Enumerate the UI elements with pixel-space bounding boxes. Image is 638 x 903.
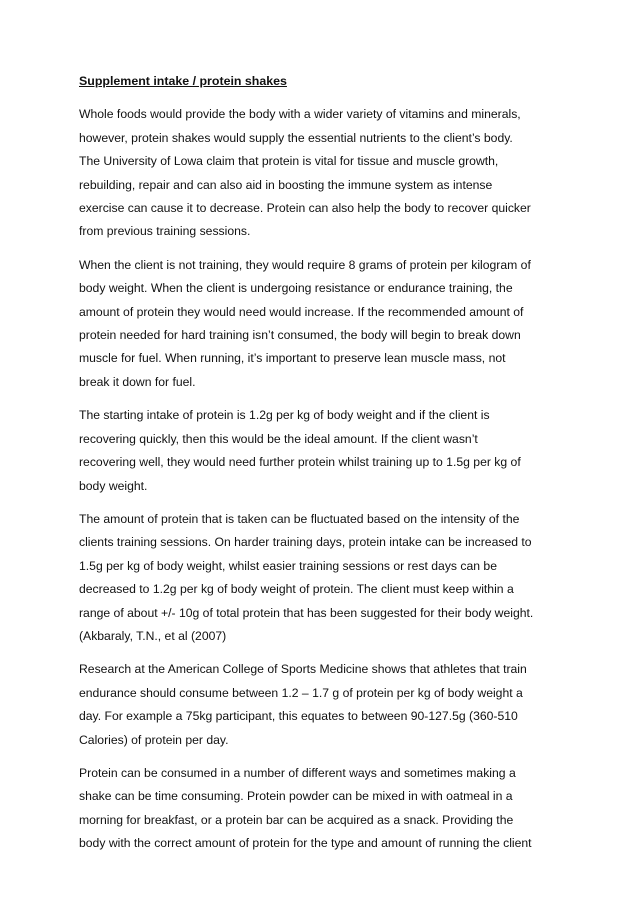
text-line: amount of protein they would need would increase. If the recommended amount of (79, 304, 524, 319)
section-heading: Supplement intake / protein shakes (79, 74, 287, 88)
text-line: The starting intake of protein is 1.2g per kg of body weight and if the client is (79, 408, 490, 423)
text-line: range of about +/- 10g of total protein that has been suggested for their body weight. (79, 605, 534, 620)
text-line: The University of Lowa claim that protein is vital for tissue and muscle growth, (79, 154, 499, 169)
text-line: break it down for fuel. (79, 374, 196, 389)
text-line: rebuilding, repair and can also aid in boosting the immune system as intense (79, 177, 493, 192)
text-line: 1.5g per kg of body weight, whilst easier training sessions or rest days can be (79, 558, 497, 573)
text-line: body weight. When the client is undergoing resistance or endurance training, the (79, 281, 513, 296)
text-line: The amount of protein that is taken can be fluctuated based on the intensity of the (79, 511, 520, 526)
text-line: endurance should consume between 1.2 – 1.7 g of protein per kg of body weight a (79, 685, 523, 700)
paragraph-not-training (79, 254, 559, 394)
text-line: recovering quickly, then this would be the ideal amount. If the client wasn’t (79, 431, 478, 446)
text-line: protein needed for hard training isn’t consumed, the body will begin to break down (79, 328, 521, 343)
text-line: Calories) of protein per day. (79, 732, 229, 747)
text-line: shake can be time consuming. Protein powder can be mixed in with oatmeal in a (79, 789, 513, 804)
text-line: Protein can be consumed in a number of different ways and sometimes making a (79, 765, 516, 780)
paragraph-starting-intake (79, 404, 559, 498)
text-line: body with the correct amount of protein for the type and amount of running the client (79, 836, 532, 851)
paragraph-fluctuation (79, 508, 559, 648)
text-line: (Akbaraly, T.N., et al (2007) (79, 628, 227, 643)
text-line: exercise can cause it to decrease. Protein can also help the body to recover quicker (79, 201, 531, 216)
text-line: from previous training sessions. (79, 224, 251, 239)
paragraph-whole-foods (79, 103, 559, 243)
text-line: decreased to 1.2g per kg of body weight of protein. The client must keep within a (79, 582, 514, 597)
text-line: however, protein shakes would supply the essential nutrients to the client’s body. (79, 130, 513, 145)
text-line: muscle for fuel. When running, it’s important to preserve lean muscle mass, not (79, 351, 506, 366)
text-line: day. For example a 75kg participant, this equates to between 90-127.5g (360-510 (79, 709, 518, 724)
text-line: clients training sessions. On harder training days, protein intake can be increased to (79, 535, 532, 550)
paragraph-consumption (79, 762, 559, 856)
text-line: Research at the American College of Sports Medicine shows that athletes that train (79, 662, 527, 677)
text-line: Whole foods would provide the body with a wider variety of vitamins and minerals, (79, 107, 521, 122)
text-line: body weight. (79, 478, 148, 493)
text-line: When the client is not training, they would require 8 grams of protein per kilogram of (79, 257, 531, 272)
document-body (79, 70, 559, 866)
paragraph-research (79, 658, 559, 752)
text-line: morning for breakfast, or a protein bar can be acquired as a snack. Providing the (79, 812, 514, 827)
text-line: recovering well, they would need further protein whilst training up to 1.5g per kg of (79, 455, 521, 470)
